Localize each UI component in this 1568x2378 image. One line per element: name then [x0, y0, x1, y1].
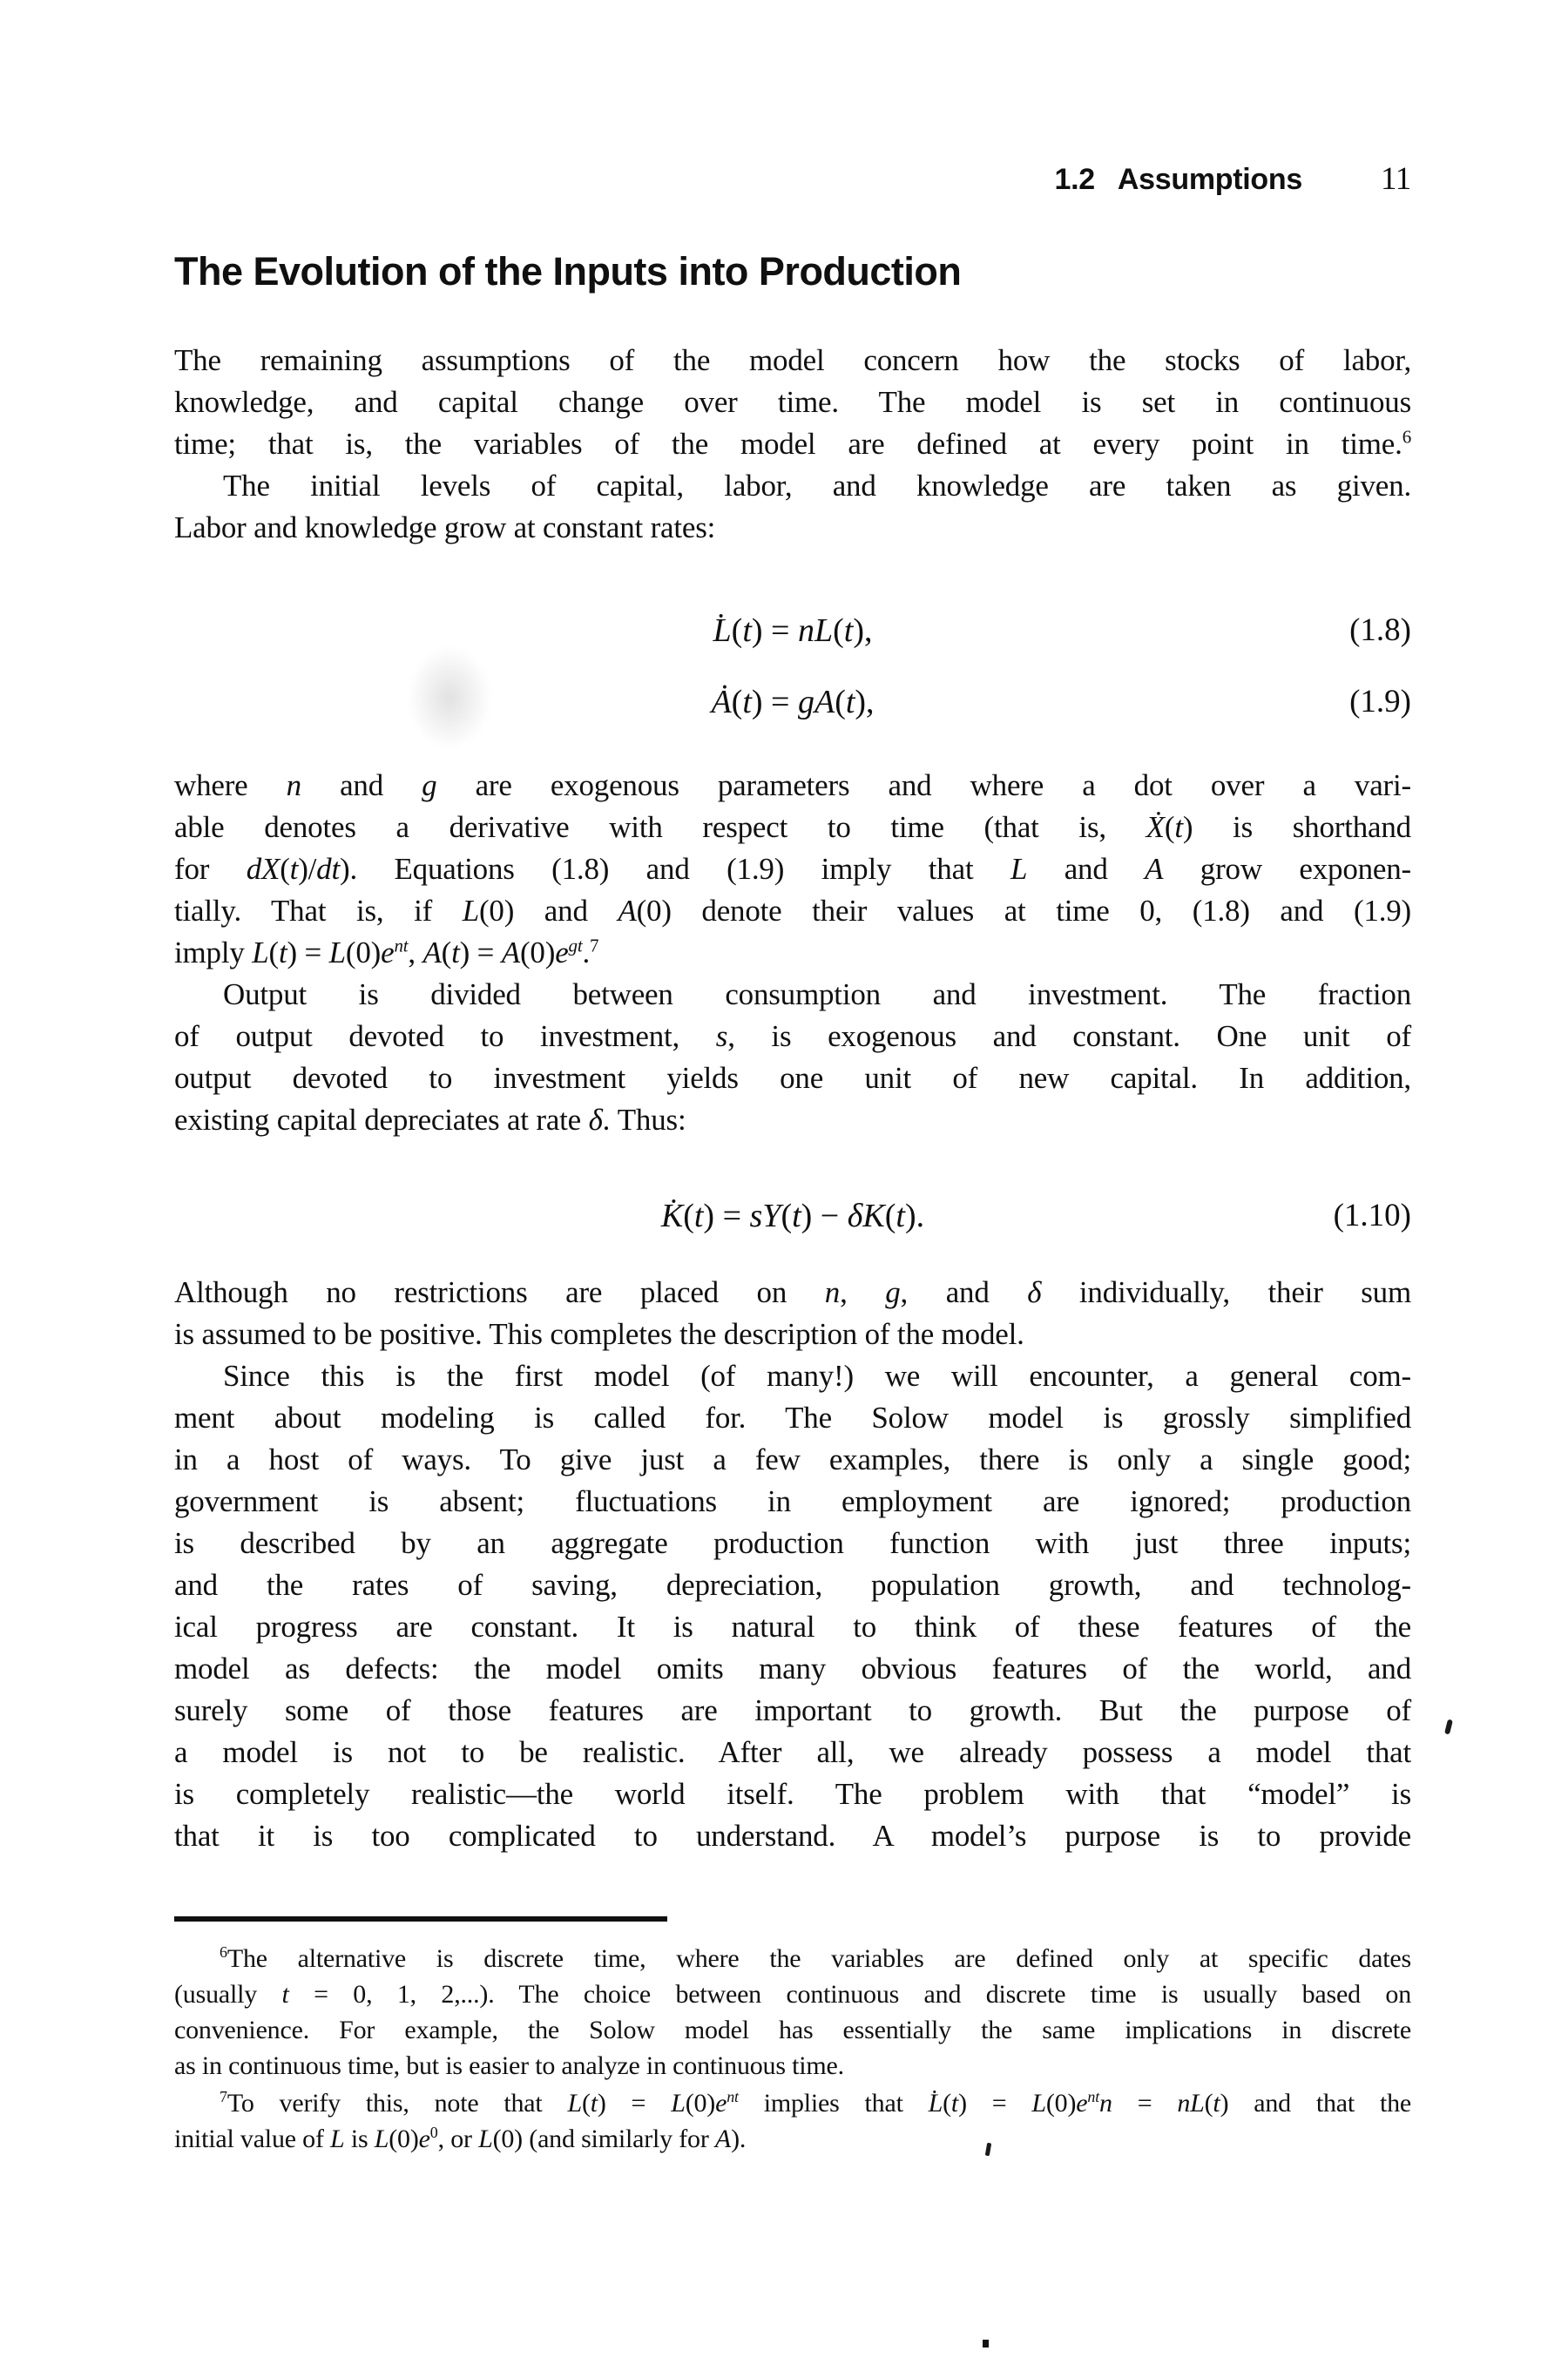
scan-artifact: [408, 646, 491, 749]
text-line: ical progress are constant. It is natural to think of these features of the: [174, 1610, 1411, 1644]
equation-body: L̇(t) = nL(t),: [713, 612, 873, 649]
equation-1-10: [174, 1195, 1411, 1244]
text-line: imply $L(t) = L(0)e^{nt}$, $A(t) = A(0)e^{gt}.^7$: [174, 935, 599, 969]
footnote-line: (usually t = 0, 1, 2,...). The choice between continuous and discrete time is usually based on: [174, 1980, 1411, 2009]
equation-1-9: [174, 681, 1411, 730]
text-line: Since this is the first model (of many!) we will encounter, a general com-: [223, 1359, 1411, 1393]
footnote-line: $^6$The alternative is discrete time, where the variables are defined only at specific dates: [220, 1943, 1411, 1973]
text-line: that it is too complicated to understand. A model’s purpose is to provide: [174, 1819, 1411, 1853]
paragraph-block-1: [174, 340, 1411, 549]
text-line: The initial levels of capital, labor, and knowledge are taken as given.: [223, 469, 1411, 503]
footnote-line: $^7$To verify this, note that $L(t) = L(0)e^{nt}$ implies that L̇(t) = $L(0)e^{nt}n = nL(t)$ and that the: [220, 2088, 1411, 2118]
text-line: where n and g are exogenous parameters and where a dot over a vari-: [174, 768, 1411, 802]
text-line: Output is divided between consumption and investment. The fraction: [223, 977, 1411, 1011]
text-line: and the rates of saving, depreciation, population growth, and technolog-: [174, 1568, 1411, 1602]
footnote-6: [174, 1941, 1411, 2084]
text-line: a model is not to be realistic. After all, we already possess a model that: [174, 1735, 1411, 1769]
text-line: is completely realistic—the world itself. The problem with that “model” is: [174, 1777, 1411, 1811]
equation-number: (1.8): [1349, 612, 1411, 648]
footnote-divider: [174, 1916, 667, 1922]
text-line: ment about modeling is called for. The Solow model is grossly simplified: [174, 1401, 1411, 1435]
equation-body: K̇(t) = sY(t) − δK(t).: [660, 1198, 925, 1234]
text-line: time; that is, the variables of the model are defined at every point in time.$^6$: [174, 426, 1411, 461]
text-line: knowledge, and capital change over time. The model is set in continuous: [174, 385, 1411, 419]
footnote-line: convenience. For example, the Solow model has essentially the same implications in discrete: [174, 2016, 1411, 2044]
page-number: 11: [1380, 161, 1411, 197]
text-line: in a host of ways. To give just a few examples, there is only a single good;: [174, 1442, 1411, 1476]
paragraph-block-3: [174, 1272, 1411, 1857]
text-line: is described by an aggregate production function with just three inputs;: [174, 1526, 1411, 1560]
text-line: Although no restrictions are placed on n, g, and δ individually, their sum: [174, 1275, 1411, 1309]
section-title: Assumptions: [1117, 163, 1302, 196]
text-line: of output devoted to investment, s, is exogenous and constant. One unit of: [174, 1019, 1412, 1053]
section-heading: The Evolution of the Inputs into Production: [174, 249, 962, 294]
scan-artifact: [983, 2340, 989, 2348]
section-number: 1.2: [1054, 163, 1095, 196]
text-line: surely some of those features are important to growth. But the purpose of: [174, 1693, 1411, 1727]
paragraph-block-2: [174, 765, 1411, 1141]
text-line: able denotes a derivative with respect to time (that is, Ẋ(t) is shorthand: [174, 810, 1411, 844]
text-line: output devoted to investment yields one unit of new capital. In addition,: [174, 1061, 1411, 1095]
equation-body: Ȧ(t) = gA(t),: [711, 684, 875, 720]
text-line: Labor and knowledge grow at constant rates:: [174, 510, 716, 544]
text-line: for dX(t)/dt). Equations (1.8) and (1.9) imply that L and A grow exponen-: [174, 852, 1412, 886]
text-line: existing capital depreciates at rate δ. Thus:: [174, 1103, 686, 1137]
equation-1-8: [174, 610, 1411, 659]
text-line: The remaining assumptions of the model concern how the stocks of labor,: [174, 343, 1411, 377]
scan-artifact: [1444, 1719, 1453, 1735]
footnote-line: initial value of L is $L(0)e^0$, or L(0) (and similarly for A).: [174, 2124, 747, 2153]
page-header: [1055, 162, 1411, 197]
footnote-7: [174, 2085, 1411, 2157]
equation-number: (1.9): [1349, 684, 1411, 719]
equation-number: (1.10): [1333, 1198, 1411, 1233]
text-line: model as defects: the model omits many obvious features of the world, and: [174, 1652, 1411, 1686]
text-line: tially. That is, if L(0) and A(0) denote their values at time 0, (1.8) and (1.9): [174, 894, 1412, 928]
text-line: government is absent; fluctuations in employment are ignored; production: [174, 1484, 1411, 1518]
text-line: is assumed to be positive. This completes the description of the model.: [174, 1317, 1024, 1351]
footnote-line: as in continuous time, but is easier to analyze in continuous time.: [174, 2051, 844, 2080]
